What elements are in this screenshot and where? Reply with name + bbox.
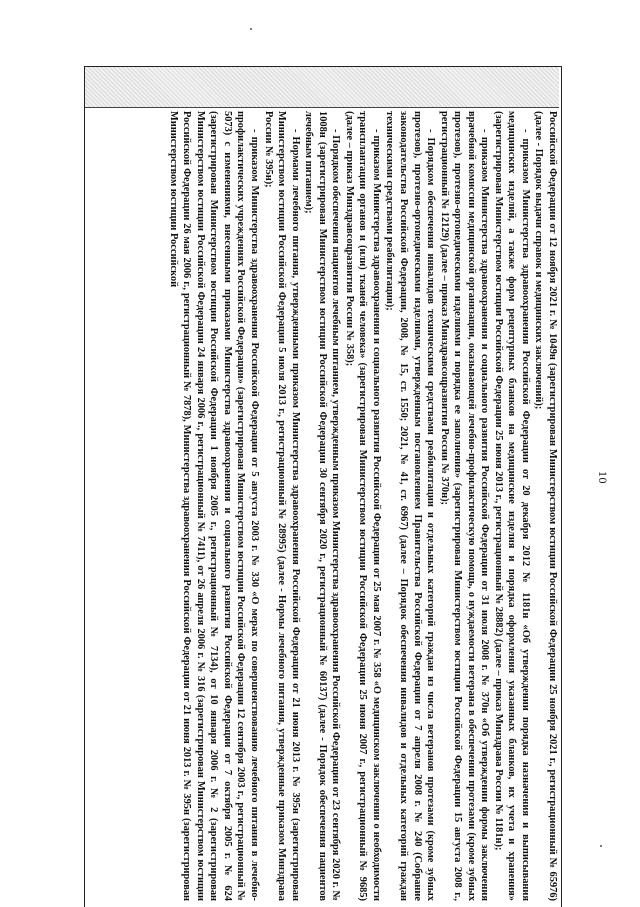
paragraph: Российской Федерации от 12 ноября 2021 г. № 1049н (зарегистрирован Министерством юстиции Российской Федерации 25 ноября 2021 г., регистрационный № 65976) (далее - Порядок выдачи справок и медицинских заключений); — [533, 111, 558, 901]
paragraph: - Нормами лечебного питания, утвержденными приказом Министерства здравоохранения Российской Федерации от 21 июня 2013 г. № 395н (зарегистрирован Министерством юстиции Российской Федерации 5 июля 2013 г., регистрационный № 28995) (далее - Нормы лечебного питания, утвержденные приказом Минздрава России № 395н); — [262, 111, 301, 901]
page-number: 10 — [596, 471, 610, 484]
scan-header-band — [85, 67, 559, 108]
paragraph: - Порядком обеспечения пациентов лечебным питанием, утвержденным приказом Министерства здравоохранения Российской Федерации от 23 сентября 2020 г. № 1008н (зарегистрирован Министерством юстиции Российской Федерации 30 сентября 2020 г., регистрационный № 60137) (далее - Порядок обеспечения пациентов лечебным питанием); — [303, 111, 342, 901]
rotated-text-area — [85, 107, 559, 905]
paragraph: - приказом Министерства здравоохранения Российской Федерации от 5 августа 2003 г. № 330 «О мерах по совершенствованию лечебного питания в лечебно-профилактических учреждениях Российской Федерации» (зарегистрирован Министерством юстиции Российской Федерации 12 сентября 2003 г., регистрационный № 5073) с изменениями, внесенными приказами Министерства здравоохранения и социального развития Российской Федерации от 7 октября 2005 г. № 624 (зарегистрирован Министерством юстиции Российской Федерации 1 ноября 2005 г., регистрационный № 7134), от 10 января 2006 г. № 2 (зарегистрирован Министерством юстиции Российской Федерации 24 января 2006 г., регистрационный № 7411), от 26 апреля 2006 г. № 316 (зарегистрирован Министерством юстиции Российской Федерации 26 мая 2006 г., регистрационный № 7878), Министерства здравоохранения Российской Федерации от 21 июня 2013 г. № 395н (зарегистрирован Министерством юстиции Российской — [167, 111, 260, 901]
document-frame — [84, 66, 562, 907]
paragraph: - приказом Министерства здравоохранения и социального развития Российской Федерации от 25 мая 2007 г. № 358 «О медицинском заключении о необходимости трансплантации органов и (или) тканей человека» (зарегистрирован Министерством юстиции Российской Федерации 25 июня 2007 г., регистрационный № 9685) (далее – приказ Минздравсоцразвития России № 358); — [343, 111, 382, 901]
paragraph: - приказом Министерства здравоохранения и социального развития Российской Федерации от 31 июля 2008 г. № 370н «Об утверждении формы заключения врачебной комиссии медицинской организации, оказывающей лечебно-профилактическую помощь, о нуждаемости ветерана в обеспечении протезами (кроме зубных протезов), протезно-ортопедическими изделиями и порядка ее заполнения» (зарегистрирован Министерством юстиции Российской Федерации 15 августа 2008 г., регистрационный № 12129) (далее – приказ Минздравсоцразвития России № 370н); — [438, 111, 491, 901]
document-body — [93, 111, 559, 901]
paragraph: - Порядком обеспечения инвалидов техническими средствами реабилитации и отдельных категорий граждан из числа ветеранов протезами (кроме зубных протезов), протезно-ортопедическими изделиями, утвержденным постановлением Правительства Российской Федерации от 7 апреля 2008 г. № 240 (Собрание законодательства Российской Федерации, 2008, № 15, ст. 1550; 2021, № 41, ст. 6967) (далее – Порядок обеспечения инвалидов и отдельных категорий граждан техническими средствами реабилитации); — [384, 111, 437, 901]
scan-speck — [600, 845, 602, 847]
scan-speck — [250, 28, 252, 30]
paragraph: - приказом Министерства здравоохранения Российской Федерации от 20 декабря 2012 № 1181н «Об утверждении порядка назначения и выписывания медицинских изделий, а также форм рецептурных бланков на медицинские изделия и порядка оформления указанных бланков, их учета и хранения» (зарегистрирован Министерством юстиции Российской Федерации 25 июня 2013 г., регистрационный № 28882) (далее – приказ Минздрава России № 1181н); — [492, 111, 531, 901]
